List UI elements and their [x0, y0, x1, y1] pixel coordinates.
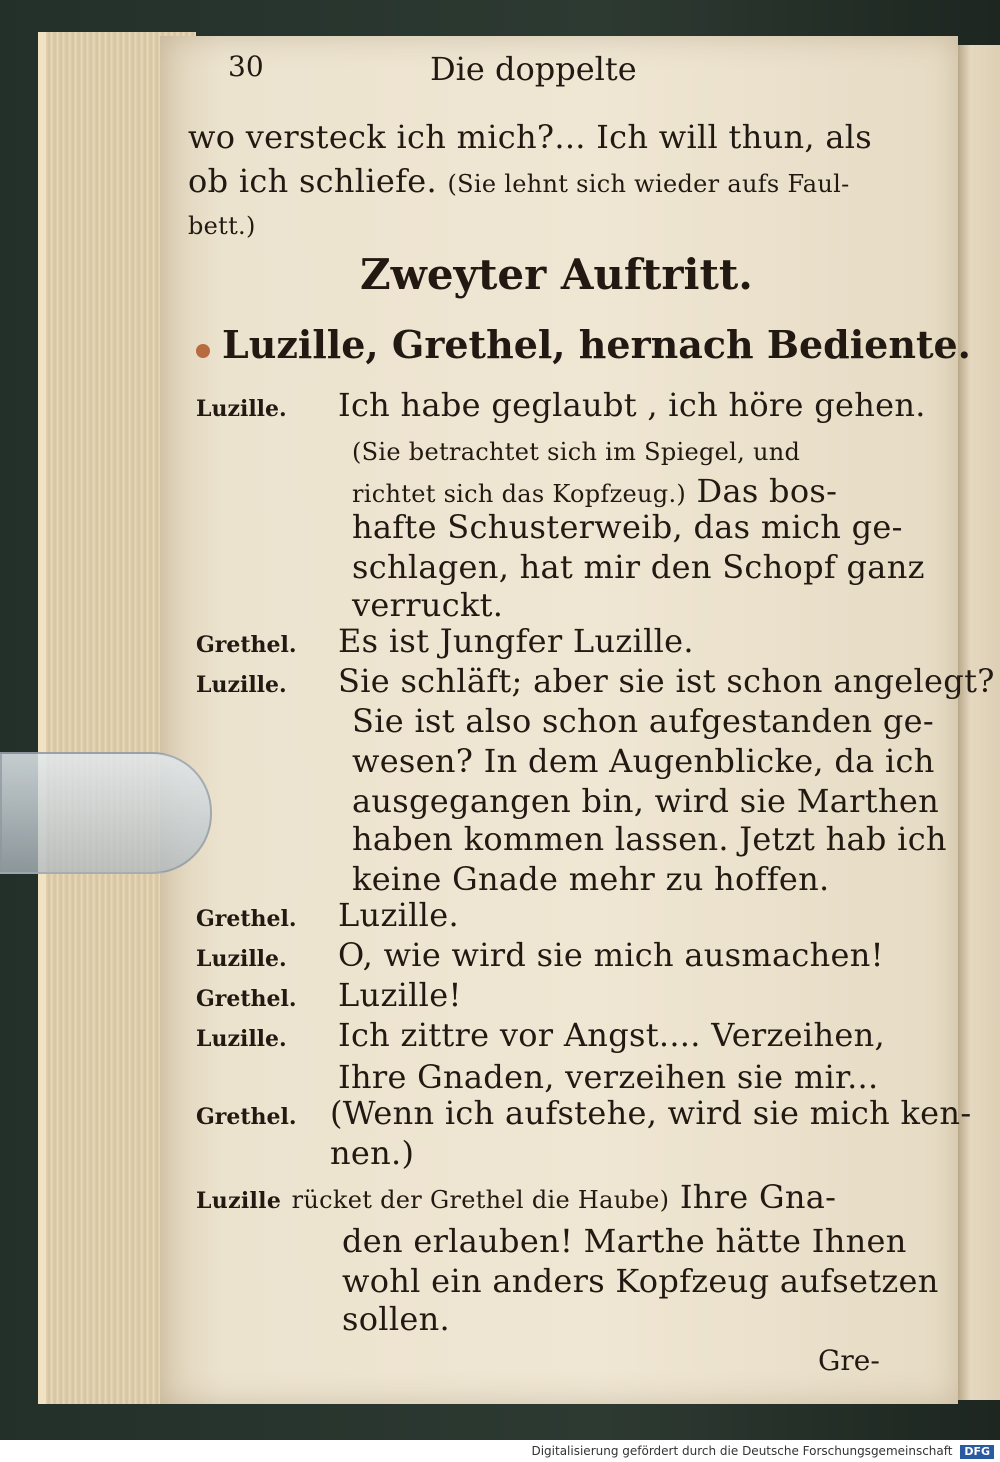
text-line: ausgegangen bin, wird sie Marthen — [352, 782, 939, 820]
cast-list: Luzille, Grethel, hernach Bediente. — [222, 322, 971, 367]
speaker-name: Luzille. — [196, 946, 287, 972]
running-head: Die doppelte — [430, 50, 637, 88]
text-line: hafte Schusterweib, das mich ge- — [352, 508, 903, 546]
stage-direction: (Sie betrachtet sich im Spiegel, und — [352, 438, 801, 466]
text-line — [196, 1178, 836, 1216]
text-segment: Das bos- — [696, 472, 838, 510]
scene-heading: Zweyter Auftritt. — [360, 250, 753, 299]
text-line: Es ist Jungfer Luzille. — [338, 622, 694, 660]
text-line: Sie schläft; aber sie ist schon angelegt? — [338, 662, 995, 700]
speaker-name: Luzille. — [196, 396, 287, 422]
text-line: Ich zittre vor Angst.... Verzeihen, — [338, 1016, 885, 1054]
text-line: nen.) — [330, 1134, 415, 1172]
text-line: wo versteck ich mich?... Ich will thun, als — [188, 118, 873, 156]
text-line: verruckt. — [352, 586, 504, 624]
stage-direction: rücket der Grethel die Haube) — [291, 1186, 670, 1214]
ink-spot — [196, 344, 210, 358]
text-line: O, wie wird sie mich ausmachen! — [338, 936, 884, 974]
speaker-name: Luzille — [196, 1188, 282, 1214]
text-line: Ich habe geglaubt , ich höre gehen. — [338, 386, 926, 424]
page-number: 30 — [228, 50, 264, 83]
text-line: den erlauben! Marthe hätte Ihnen — [342, 1222, 907, 1260]
speaker-name: Luzille. — [196, 672, 287, 698]
text-segment: ob ich schliefe. — [188, 162, 437, 200]
text-line: haben kommen lassen. Jetzt hab ich — [352, 820, 947, 858]
text-line: (Wenn ich aufstehe, wird sie mich ken- — [330, 1094, 972, 1132]
dfg-logo: DFG — [960, 1445, 994, 1459]
speaker-name: Grethel. — [196, 632, 297, 658]
speaker-name: Grethel. — [196, 906, 297, 932]
text-segment: Ihre Gna- — [679, 1178, 837, 1216]
stage-direction: (Sie lehnt sich wieder aufs Faul- — [447, 170, 850, 198]
footer-text: Digitalisierung gefördert durch die Deutsche Forschungsgemeinschaft — [531, 1444, 953, 1458]
text-line: Luzille! — [338, 976, 462, 1014]
facing-page-edge — [958, 45, 1000, 1400]
catchword: Gre- — [818, 1344, 880, 1377]
text-line: wesen? In dem Augenblicke, da ich — [352, 742, 935, 780]
speaker-name: Luzille. — [196, 1026, 287, 1052]
text-line: Sie ist also schon aufgestanden ge- — [352, 702, 934, 740]
text-line: wohl ein anders Kopfzeug aufsetzen — [342, 1262, 939, 1300]
stage-direction: bett.) — [188, 212, 256, 240]
text-line: Ihre Gnaden, verzeihen sie mir... — [338, 1058, 879, 1096]
text-line: sollen. — [342, 1300, 450, 1338]
footer-bar — [0, 1440, 1000, 1462]
text-line — [188, 162, 850, 200]
speaker-name: Grethel. — [196, 986, 297, 1012]
text-line: keine Gnade mehr zu hoffen. — [352, 860, 830, 898]
text-line: Luzille. — [338, 896, 459, 934]
page-clip — [0, 752, 212, 874]
speaker-name: Grethel. — [196, 1104, 297, 1130]
text-line: schlagen, hat mir den Schopf ganz — [352, 548, 925, 586]
text-line — [352, 472, 837, 510]
stage-direction: richtet sich das Kopfzeug.) — [352, 480, 687, 508]
